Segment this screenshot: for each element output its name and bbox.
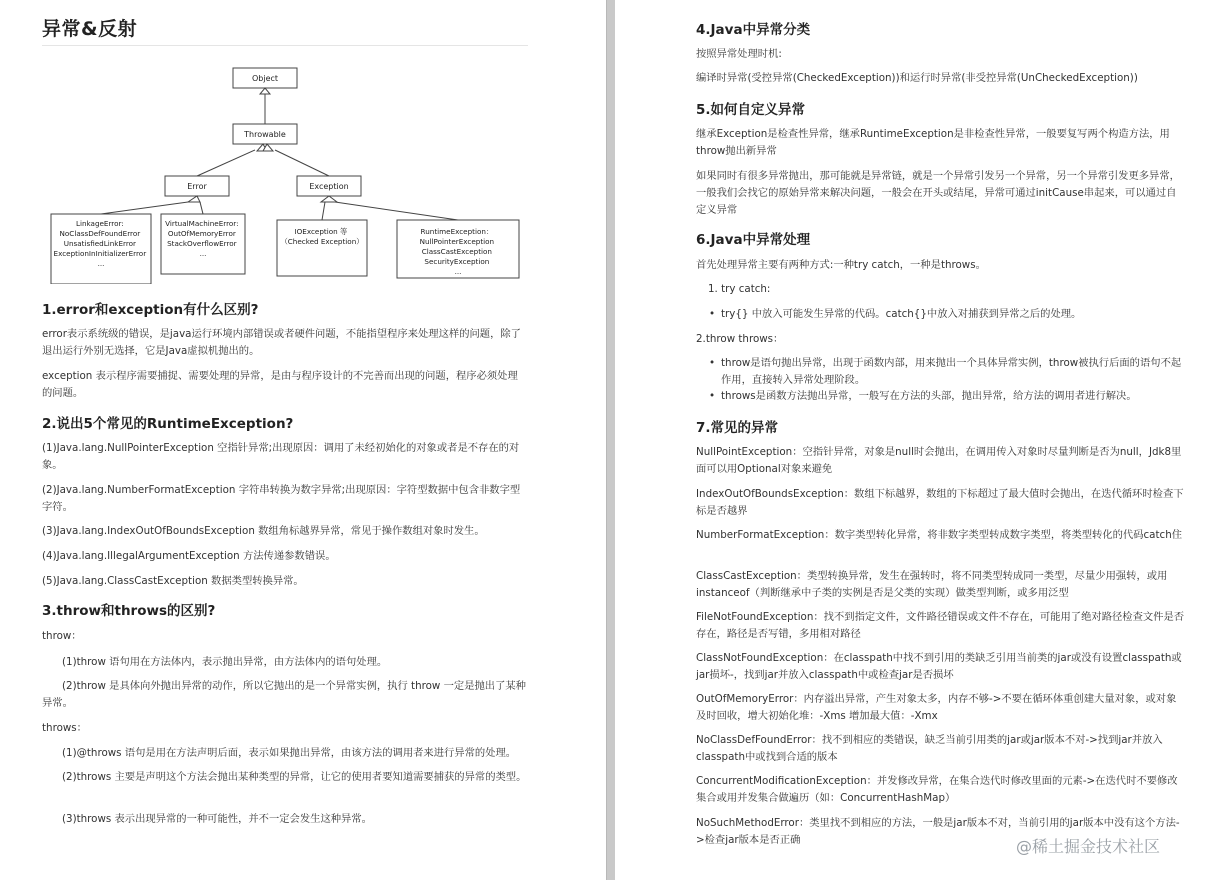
watermark: @稀土掘金技术社区 <box>1016 837 1161 856</box>
object-label: Object <box>251 74 279 83</box>
vm-error-text: VirtualMachineError: OutOfMemoryError StackOverflowError ... <box>165 219 239 258</box>
error-label: Error <box>187 182 207 191</box>
exception-label: Exception <box>309 182 349 191</box>
right-page <box>614 0 1212 880</box>
list-item: NumberFormatException：数字类型转化异常，将非数字类型转成数字类型，将类型转化的代码catch住 <box>696 529 1183 541</box>
list-item: NoSuchMethodError：类里找不到相应的方法，一般是jar版本不对，当前引用的jar版本中没有这个方法->检查jar版本是否正确 <box>696 817 1180 846</box>
list-item: (3)throws 表示出现异常的一种可能性，并不一定会发生这种异常。 <box>62 813 372 825</box>
list-item: (1)@throws 语句是用在方法声明后面，表示如果抛出异常，由该方法的调用者来进行异常的处理。 <box>62 747 517 759</box>
list-item: NullPointException：空指针异常，对象是null时会抛出，在调用传入对象时尽量判断是否为null，Jdk8里面可以用Optional对象来避免 <box>696 446 1182 475</box>
list-item: NoClassDefFoundError：找不到相应的类错误，缺乏当前引用类的jar或jar版本不对->找到jar并放入classpath中或找到合适的版本 <box>696 734 1163 763</box>
list-item: ConcurrentModificationException：并发修改异常，在集合迭代时修改里面的元素->在迭代时不要修改集合或用并发集合做遍历（如：ConcurrentHashMap） <box>696 775 1178 804</box>
list-item: ClassCastException：类型转换异常，发生在强转时，将不同类型转成同一类型，尽量少用强转，或用instanceof（判断继承中子类的实例是否是父类的实现）做类型判断，或多用泛型 <box>696 570 1168 599</box>
heading-exception-categories: 4.Java中异常分类 <box>696 22 811 38</box>
list-item: • throws是函数方法抛出异常，一般写在方法的头部，抛出异常，给方法的调用者进行解决。 <box>721 388 1191 405</box>
list-item: (1)throw 语句用在方法体内，表示抛出异常，由方法体内的语句处理。 <box>62 656 388 668</box>
throwable-label: Throwable <box>244 130 286 139</box>
paragraph: 编译时异常(受控异常(CheckedException))和运行时异常(非受控异常(UnCheckedException)) <box>696 72 1138 84</box>
list-item: (2)Java.lang.NumberFormatException 字符串转换为数字异常;出现原因：字符型数据中包含非数字型字符。 <box>42 484 521 513</box>
list-item: ClassNotFoundException：在classpath中找不到引用的类缺乏引用当前类的jar或没有设置classpath或jar损坏-，找到jar并放入classpath中或检查jar是否损坏 <box>696 652 1182 681</box>
runtime-exception-text: RuntimeException： NullPointerException ClassCastException SecurityException ... <box>419 227 495 276</box>
list-item: IndexOutOfBoundsException：数组下标越界，数组的下标超过了最大值时会抛出，在迭代循环时检查下标是否越界 <box>696 488 1184 517</box>
list-item: • try{} 中放入可能发生异常的代码。catch{}中放入对捕获到异常之后的处理。 <box>721 306 1191 323</box>
list-item: (1)Java.lang.NullPointerException 空指针异常;出现原因：调用了未经初始化的对象或者是不存在的对象。 <box>42 442 520 471</box>
list-item: OutOfMemoryError：内存溢出异常，产生对象太多，内存不够->不要在循环体重创建大量对象，或对象及时回收，增大初始化堆：-Xms 增加最大值：-Xmx <box>696 693 1177 722</box>
page-title: 异常&反射 <box>42 14 528 46</box>
list-item: (4)Java.lang.IllegalArgumentException 方法传递参数错误。 <box>42 550 336 562</box>
heading-error-vs-exception: 1.error和exception有什么区别? <box>42 302 259 318</box>
paragraph: 首先处理异常主要有两种方式:一种try catch，一种是throws。 <box>696 259 986 271</box>
throws-label: throws： <box>42 722 87 734</box>
heading-custom-exception: 5.如何自定义异常 <box>696 102 806 118</box>
list-item: (2)throws 主要是声明这个方法会抛出某种类型的异常，让它的使用者要知道需要捕获的异常的类型。 <box>62 771 527 783</box>
list-item: (5)Java.lang.ClassCastException 数据类型转换异常。 <box>42 575 304 587</box>
paragraph-exception: exception 表示程序需要捕捉、需要处理的异常，是由与程序设计的不完善而出现的问题，程序必须处理的问题。 <box>42 370 518 399</box>
list-item: (2)throw 是具体向外抛出异常的动作，所以它抛出的是一个异常实例，执行 throw 一定是抛出了某种异常。 <box>42 680 526 709</box>
try-catch-label: 1. try catch: <box>708 283 771 295</box>
heading-runtime-exceptions: 2.说出5个常见的RuntimeException? <box>42 416 294 432</box>
exception-hierarchy-diagram <box>45 62 525 284</box>
ioexception-text: IOException 等 （Checked Exception） <box>280 227 364 246</box>
paragraph-error: error表示系统级的错误，是java运行环境内部错误或者硬件问题，不能指望程序来处理这样的问题，除了退出运行外别无选择，它是Java虚拟机抛出的。 <box>42 328 521 357</box>
bullet-icon: • <box>709 357 716 369</box>
throw-label: throw： <box>42 630 82 642</box>
heading-throw-vs-throws: 3.throw和throws的区别? <box>42 603 216 619</box>
list-item: • throw是语句抛出异常，出现于函数内部，用来抛出一个具体异常实例，throw被执行后面的语句不起作用，直接转入异常处理阶段。 <box>709 357 1182 386</box>
paragraph: 继承Exception是检查性异常，继承RuntimeException是非检查性异常，一般要复写两个构造方法，用throw抛出新异常 <box>696 128 1170 157</box>
list-item: FileNotFoundException：找不到指定文件，文件路径错误或文件不存在，可能用了绝对路径检查文件是否存在，路径是否写错，多用相对路径 <box>696 611 1185 640</box>
throw-throws-label: 2.throw throws： <box>696 333 784 345</box>
paragraph: 如果同时有很多异常抛出，那可能就是异常链，就是一个异常引发另一个异常，另一个异常引发更多异常，一般我们会找它的原始异常来解决问题，一般会在开头或结尾，异常可通过initCause串起来，可以通过自定义异常 <box>696 170 1180 216</box>
heading-common-exceptions: 7.常见的异常 <box>696 420 779 436</box>
paragraph: 按照异常处理时机: <box>696 48 782 60</box>
linkage-error-text: LinkageError: NoClassDefFoundError UnsatisfiedLinkError ExceptionInInitializerError ... <box>53 219 147 268</box>
bullet-icon: • <box>709 390 716 402</box>
heading-exception-handling: 6.Java中异常处理 <box>696 232 811 248</box>
list-item: (3)Java.lang.IndexOutOfBoundsException 数组角标越界异常，常见于操作数组对象时发生。 <box>42 525 485 537</box>
bullet-icon: • <box>709 308 716 320</box>
